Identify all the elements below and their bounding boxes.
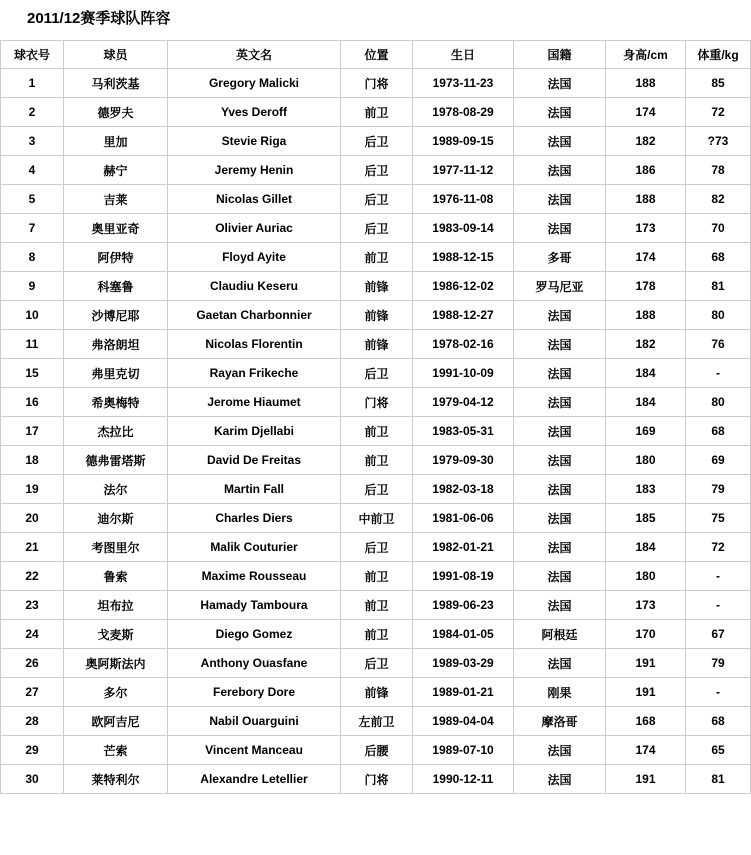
cell-birthday: 1991-08-19 [413,562,514,591]
table-row [1,736,751,765]
column-header-weight: 体重/kg [686,41,751,69]
table-row [1,243,751,272]
roster-table [0,40,751,794]
cell-jersey-number: 26 [1,649,64,678]
cell-height: 170 [606,620,686,649]
table-row [1,330,751,359]
column-header-player-name-cn: 球员 [64,41,168,69]
cell-position: 后卫 [341,185,413,214]
cell-birthday: 1990-12-11 [413,765,514,794]
cell-player-name-cn: 赫宁 [64,156,168,185]
cell-nationality: 法国 [514,185,606,214]
cell-birthday: 1977-11-12 [413,156,514,185]
cell-player-name-en: Jeremy Henin [168,156,341,185]
cell-player-name-cn: 欧阿吉尼 [64,707,168,736]
cell-birthday: 1989-03-29 [413,649,514,678]
cell-player-name-cn: 希奥梅特 [64,388,168,417]
cell-weight: 76 [686,330,751,359]
cell-position: 前卫 [341,417,413,446]
table-row [1,475,751,504]
cell-birthday: 1989-07-10 [413,736,514,765]
cell-player-name-en: Hamady Tamboura [168,591,341,620]
cell-weight: 68 [686,417,751,446]
cell-birthday: 1988-12-15 [413,243,514,272]
cell-height: 191 [606,765,686,794]
cell-height: 173 [606,591,686,620]
cell-nationality: 法国 [514,98,606,127]
cell-position: 前卫 [341,591,413,620]
cell-height: 186 [606,156,686,185]
cell-weight: 75 [686,504,751,533]
table-row [1,69,751,98]
cell-player-name-en: Nicolas Gillet [168,185,341,214]
table-row [1,765,751,794]
cell-nationality: 法国 [514,301,606,330]
cell-nationality: 法国 [514,736,606,765]
column-header-nationality: 国籍 [514,41,606,69]
table-row [1,272,751,301]
cell-player-name-en: Claudiu Keseru [168,272,341,301]
roster-table-body [1,69,751,794]
cell-player-name-cn: 里加 [64,127,168,156]
cell-nationality: 法国 [514,533,606,562]
cell-player-name-cn: 科塞鲁 [64,272,168,301]
cell-weight: 85 [686,69,751,98]
page-title: 2011/12赛季球队阵容 [27,10,171,27]
cell-position: 前锋 [341,330,413,359]
cell-birthday: 1983-09-14 [413,214,514,243]
cell-birthday: 1989-04-04 [413,707,514,736]
cell-player-name-en: Alexandre Letellier [168,765,341,794]
column-header-height: 身高/cm [606,41,686,69]
cell-weight: 72 [686,533,751,562]
cell-position: 门将 [341,69,413,98]
cell-height: 191 [606,649,686,678]
cell-player-name-cn: 吉莱 [64,185,168,214]
cell-birthday: 1973-11-23 [413,69,514,98]
cell-birthday: 1986-12-02 [413,272,514,301]
cell-nationality: 阿根廷 [514,620,606,649]
cell-player-name-en: Anthony Ouasfane [168,649,341,678]
cell-jersey-number: 9 [1,272,64,301]
cell-height: 185 [606,504,686,533]
cell-jersey-number: 20 [1,504,64,533]
cell-height: 180 [606,446,686,475]
cell-player-name-en: Diego Gomez [168,620,341,649]
cell-player-name-en: Jerome Hiaumet [168,388,341,417]
cell-player-name-en: Ferebory Dore [168,678,341,707]
cell-weight: 80 [686,301,751,330]
cell-weight: 65 [686,736,751,765]
cell-nationality: 法国 [514,156,606,185]
cell-height: 184 [606,388,686,417]
cell-height: 184 [606,359,686,388]
cell-player-name-cn: 法尔 [64,475,168,504]
table-row [1,417,751,446]
cell-player-name-cn: 坦布拉 [64,591,168,620]
cell-jersey-number: 23 [1,591,64,620]
table-row [1,678,751,707]
cell-position: 门将 [341,765,413,794]
cell-birthday: 1981-06-06 [413,504,514,533]
cell-player-name-cn: 阿伊特 [64,243,168,272]
cell-jersey-number: 27 [1,678,64,707]
cell-jersey-number: 5 [1,185,64,214]
table-row [1,185,751,214]
cell-height: 178 [606,272,686,301]
cell-position: 后腰 [341,736,413,765]
cell-player-name-cn: 德弗雷塔斯 [64,446,168,475]
cell-jersey-number: 10 [1,301,64,330]
cell-nationality: 法国 [514,127,606,156]
cell-jersey-number: 4 [1,156,64,185]
cell-birthday: 1983-05-31 [413,417,514,446]
column-header-birthday: 生日 [413,41,514,69]
cell-jersey-number: 3 [1,127,64,156]
cell-birthday: 1979-04-12 [413,388,514,417]
cell-weight: ?73 [686,127,751,156]
cell-nationality: 法国 [514,649,606,678]
column-header-position: 位置 [341,41,413,69]
cell-weight: - [686,591,751,620]
cell-nationality: 法国 [514,446,606,475]
cell-height: 174 [606,243,686,272]
cell-player-name-cn: 考图里尔 [64,533,168,562]
cell-nationality: 法国 [514,69,606,98]
column-header-jersey-number: 球衣号 [1,41,64,69]
table-row [1,359,751,388]
cell-nationality: 法国 [514,562,606,591]
table-row [1,98,751,127]
cell-player-name-en: Nicolas Florentin [168,330,341,359]
cell-jersey-number: 1 [1,69,64,98]
table-row [1,707,751,736]
cell-nationality: 法国 [514,591,606,620]
cell-height: 188 [606,185,686,214]
cell-weight: - [686,678,751,707]
cell-jersey-number: 2 [1,98,64,127]
cell-birthday: 1978-08-29 [413,98,514,127]
cell-height: 191 [606,678,686,707]
cell-weight: 68 [686,707,751,736]
cell-player-name-en: Nabil Ouarguini [168,707,341,736]
cell-jersey-number: 30 [1,765,64,794]
cell-nationality: 法国 [514,214,606,243]
cell-birthday: 1982-01-21 [413,533,514,562]
cell-player-name-en: Karim Djellabi [168,417,341,446]
cell-position: 后卫 [341,533,413,562]
cell-position: 后卫 [341,127,413,156]
cell-player-name-cn: 奥里亚奇 [64,214,168,243]
cell-height: 188 [606,69,686,98]
cell-jersey-number: 29 [1,736,64,765]
cell-weight: 81 [686,765,751,794]
cell-height: 174 [606,98,686,127]
cell-birthday: 1978-02-16 [413,330,514,359]
cell-jersey-number: 15 [1,359,64,388]
cell-position: 前锋 [341,301,413,330]
cell-player-name-en: Vincent Manceau [168,736,341,765]
cell-position: 前锋 [341,272,413,301]
cell-nationality: 刚果 [514,678,606,707]
cell-jersey-number: 7 [1,214,64,243]
cell-player-name-cn: 沙博尼耶 [64,301,168,330]
cell-player-name-en: Martin Fall [168,475,341,504]
cell-position: 中前卫 [341,504,413,533]
cell-position: 左前卫 [341,707,413,736]
cell-player-name-cn: 德罗夫 [64,98,168,127]
cell-jersey-number: 16 [1,388,64,417]
cell-position: 前卫 [341,562,413,591]
table-row [1,214,751,243]
cell-nationality: 法国 [514,359,606,388]
cell-nationality: 法国 [514,330,606,359]
table-row [1,446,751,475]
cell-nationality: 法国 [514,417,606,446]
cell-height: 174 [606,736,686,765]
cell-position: 前卫 [341,446,413,475]
cell-nationality: 法国 [514,765,606,794]
cell-height: 168 [606,707,686,736]
cell-height: 188 [606,301,686,330]
cell-weight: 82 [686,185,751,214]
cell-jersey-number: 21 [1,533,64,562]
cell-position: 前卫 [341,620,413,649]
cell-jersey-number: 11 [1,330,64,359]
cell-player-name-en: Malik Couturier [168,533,341,562]
cell-jersey-number: 18 [1,446,64,475]
cell-nationality: 摩洛哥 [514,707,606,736]
cell-nationality: 法国 [514,388,606,417]
table-row [1,620,751,649]
cell-player-name-en: Maxime Rousseau [168,562,341,591]
cell-jersey-number: 19 [1,475,64,504]
column-header-player-name-en: 英文名 [168,41,341,69]
cell-player-name-en: Yves Deroff [168,98,341,127]
cell-player-name-cn: 迪尔斯 [64,504,168,533]
cell-player-name-cn: 弗里克切 [64,359,168,388]
cell-nationality: 罗马尼亚 [514,272,606,301]
header-row [1,41,751,69]
cell-height: 173 [606,214,686,243]
cell-jersey-number: 28 [1,707,64,736]
cell-weight: 67 [686,620,751,649]
cell-weight: 70 [686,214,751,243]
cell-player-name-en: Charles Diers [168,504,341,533]
cell-weight: - [686,562,751,591]
cell-weight: 79 [686,649,751,678]
cell-height: 184 [606,533,686,562]
cell-weight: 69 [686,446,751,475]
cell-birthday: 1988-12-27 [413,301,514,330]
cell-position: 后卫 [341,475,413,504]
cell-player-name-en: Rayan Frikeche [168,359,341,388]
cell-position: 后卫 [341,649,413,678]
cell-weight: 81 [686,272,751,301]
cell-position: 后卫 [341,359,413,388]
cell-height: 180 [606,562,686,591]
table-row [1,504,751,533]
cell-jersey-number: 17 [1,417,64,446]
cell-player-name-cn: 莱特利尔 [64,765,168,794]
cell-birthday: 1991-10-09 [413,359,514,388]
cell-weight: 78 [686,156,751,185]
cell-player-name-en: Floyd Ayite [168,243,341,272]
cell-height: 183 [606,475,686,504]
cell-player-name-en: Gregory Malicki [168,69,341,98]
cell-nationality: 法国 [514,475,606,504]
cell-birthday: 1976-11-08 [413,185,514,214]
table-row [1,533,751,562]
cell-jersey-number: 8 [1,243,64,272]
cell-jersey-number: 22 [1,562,64,591]
cell-birthday: 1989-01-21 [413,678,514,707]
cell-position: 前锋 [341,678,413,707]
cell-position: 前卫 [341,243,413,272]
table-row [1,649,751,678]
cell-position: 后卫 [341,214,413,243]
table-row [1,301,751,330]
table-row [1,127,751,156]
cell-player-name-en: Gaetan Charbonnier [168,301,341,330]
cell-position: 门将 [341,388,413,417]
cell-weight: 72 [686,98,751,127]
cell-height: 182 [606,330,686,359]
cell-player-name-cn: 芒索 [64,736,168,765]
table-row [1,562,751,591]
cell-player-name-cn: 马利茨基 [64,69,168,98]
cell-player-name-cn: 戈麦斯 [64,620,168,649]
cell-player-name-en: Stevie Riga [168,127,341,156]
cell-height: 182 [606,127,686,156]
table-row [1,388,751,417]
cell-birthday: 1982-03-18 [413,475,514,504]
cell-birthday: 1984-01-05 [413,620,514,649]
cell-player-name-cn: 多尔 [64,678,168,707]
table-row [1,156,751,185]
cell-player-name-cn: 奥阿斯法内 [64,649,168,678]
cell-position: 前卫 [341,98,413,127]
cell-player-name-cn: 杰拉比 [64,417,168,446]
cell-weight: 79 [686,475,751,504]
table-row [1,591,751,620]
cell-weight: 68 [686,243,751,272]
cell-nationality: 多哥 [514,243,606,272]
cell-jersey-number: 24 [1,620,64,649]
cell-birthday: 1989-06-23 [413,591,514,620]
cell-weight: 80 [686,388,751,417]
cell-player-name-en: David De Freitas [168,446,341,475]
cell-weight: - [686,359,751,388]
cell-height: 169 [606,417,686,446]
cell-nationality: 法国 [514,504,606,533]
cell-birthday: 1979-09-30 [413,446,514,475]
cell-player-name-cn: 弗洛朗坦 [64,330,168,359]
cell-player-name-cn: 鲁索 [64,562,168,591]
cell-birthday: 1989-09-15 [413,127,514,156]
cell-player-name-en: Olivier Auriac [168,214,341,243]
cell-position: 后卫 [341,156,413,185]
